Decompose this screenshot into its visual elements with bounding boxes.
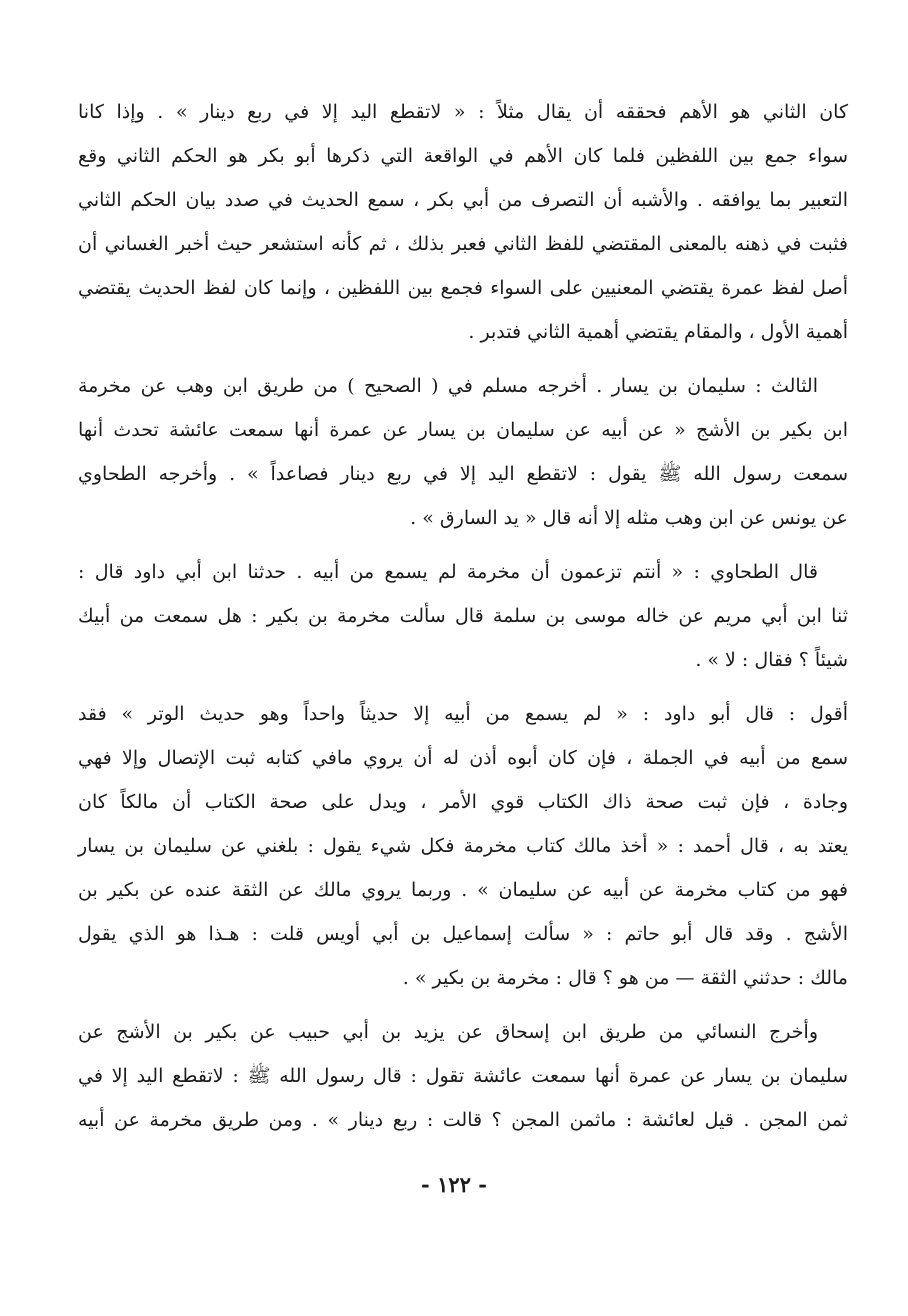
text-line: التعبير بما يوافقه . والأشبه أن التصرف من أبي بكر ، سمع الحديث في صدد بيان الحكم الثاني <box>78 189 848 211</box>
text-line: أصل لفظ عمرة يقتضي المعنيين على السواء فجمع بين اللفظين ، وإنما كان لفظ الحديث يقتضي <box>78 277 848 299</box>
text-line: فهو من كتاب مخرمة عن أبيه عن سليمان » . وربما يروي مالك عن الثقة عنده عن بكير بن <box>78 879 848 901</box>
text-line: كان الثاني هو الأهم فحققه أن يقال مثلاً : « لاتقطع اليد إلا في ربع دينار » . وإذا كانا <box>78 101 848 123</box>
text-line: ثمن المجن . قيل لعائشة : ماثمن المجن ؟ قالت : ربع دينار » . ومن طريق مخرمة عن أبيه <box>78 1109 848 1131</box>
text-line: عن يونس عن ابن وهب مثله إلا أنه قال « يد السارق » . <box>410 507 848 529</box>
paragraph-2 <box>78 364 848 540</box>
text-line: سواء جمع بين اللفظين فلما كان الأهم في الواقعة التي ذكرها أبو بكر هو الحكم الثاني وقع <box>78 145 848 167</box>
text-line: فثبت في ذهنه بالمعنى المقتضي للفظ الثاني فعبر بذلك ، ثم كأنه استشعر حيث أخبر الغساني أن <box>78 233 848 255</box>
text-line: الثالث : سليمان بن يسار . أخرجه مسلم في ( الصحيح ) من طريق ابن وهب عن مخرمة <box>78 375 818 397</box>
paragraph-3 <box>78 550 848 682</box>
text-line: أقول : قال أبو داود : « لم يسمع من أبيه إلا حديثاً واحداً وهو حديث الوتر » فقد <box>78 703 848 725</box>
text-line: ابن بكير بن الأشج « عن أبيه عن سليمان بن يسار عن عمرة أنها سمعت عائشة تحدث أنها <box>78 419 848 441</box>
text-line: سليمان بن يسار عن عمرة أنها سمعت عائشة تقول : قال رسول الله ﷺ : لاتقطع اليد إلا في <box>78 1065 848 1087</box>
text-line: شيئاً ؟ فقال : لا » . <box>695 649 848 671</box>
page-body <box>78 90 848 1250</box>
page-number: - ١٢٢ - <box>421 1172 487 1197</box>
text-line: قال الطحاوي : « أنتم تزعمون أن مخرمة لم يسمع من أبيه . حدثنا ابن أبي داود قال : <box>78 561 818 583</box>
text-line: أهمية الأول ، والمقام يقتضي أهمية الثاني فتدبر . <box>468 321 848 343</box>
text-line: سمع من أبيه في الجملة ، فإن كان أبوه أذن له أن يروي مافي كتابه ثبت الإتصال وإلا فهي <box>78 747 848 769</box>
text-line: ثنا ابن أبي مريم عن خاله موسى بن سلمة قال سألت مخرمة بن بكير : هل سمعت من أبيك <box>78 605 848 627</box>
text-line: الأشج . وقد قال أبو حاتم : « سألت إسماعيل بن أبي أويس قلت : هـذا هو الذي يقول <box>78 923 848 945</box>
paragraph-1 <box>78 90 848 354</box>
text-line: وأخرج النسائي من طريق ابن إسحاق عن يزيد بن أبي حبيب عن بكير بن الأشج عن <box>78 1021 818 1043</box>
text-line: مالك : حدثني الثقة — من هو ؟ قال : مخرمة بن بكير » . <box>402 967 848 989</box>
text-line: سمعت رسول الله ﷺ يقول : لاتقطع اليد إلا في ربع دينار فصاعداً » . وأخرجه الطحاوي <box>78 463 848 485</box>
paragraph-4 <box>78 692 848 1000</box>
text-line: يعتد به ، قال أحمد : « أخذ مالك كتاب مخرمة فكل شيء يقول : بلغني عن سليمان بن يسار <box>78 835 848 857</box>
text-line: وجادة ، فإن ثبت صحة ذاك الكتاب قوي الأمر ، ويدل على صحة الكتاب أن مالكاً كان <box>78 791 848 813</box>
paragraph-5 <box>78 1010 848 1142</box>
